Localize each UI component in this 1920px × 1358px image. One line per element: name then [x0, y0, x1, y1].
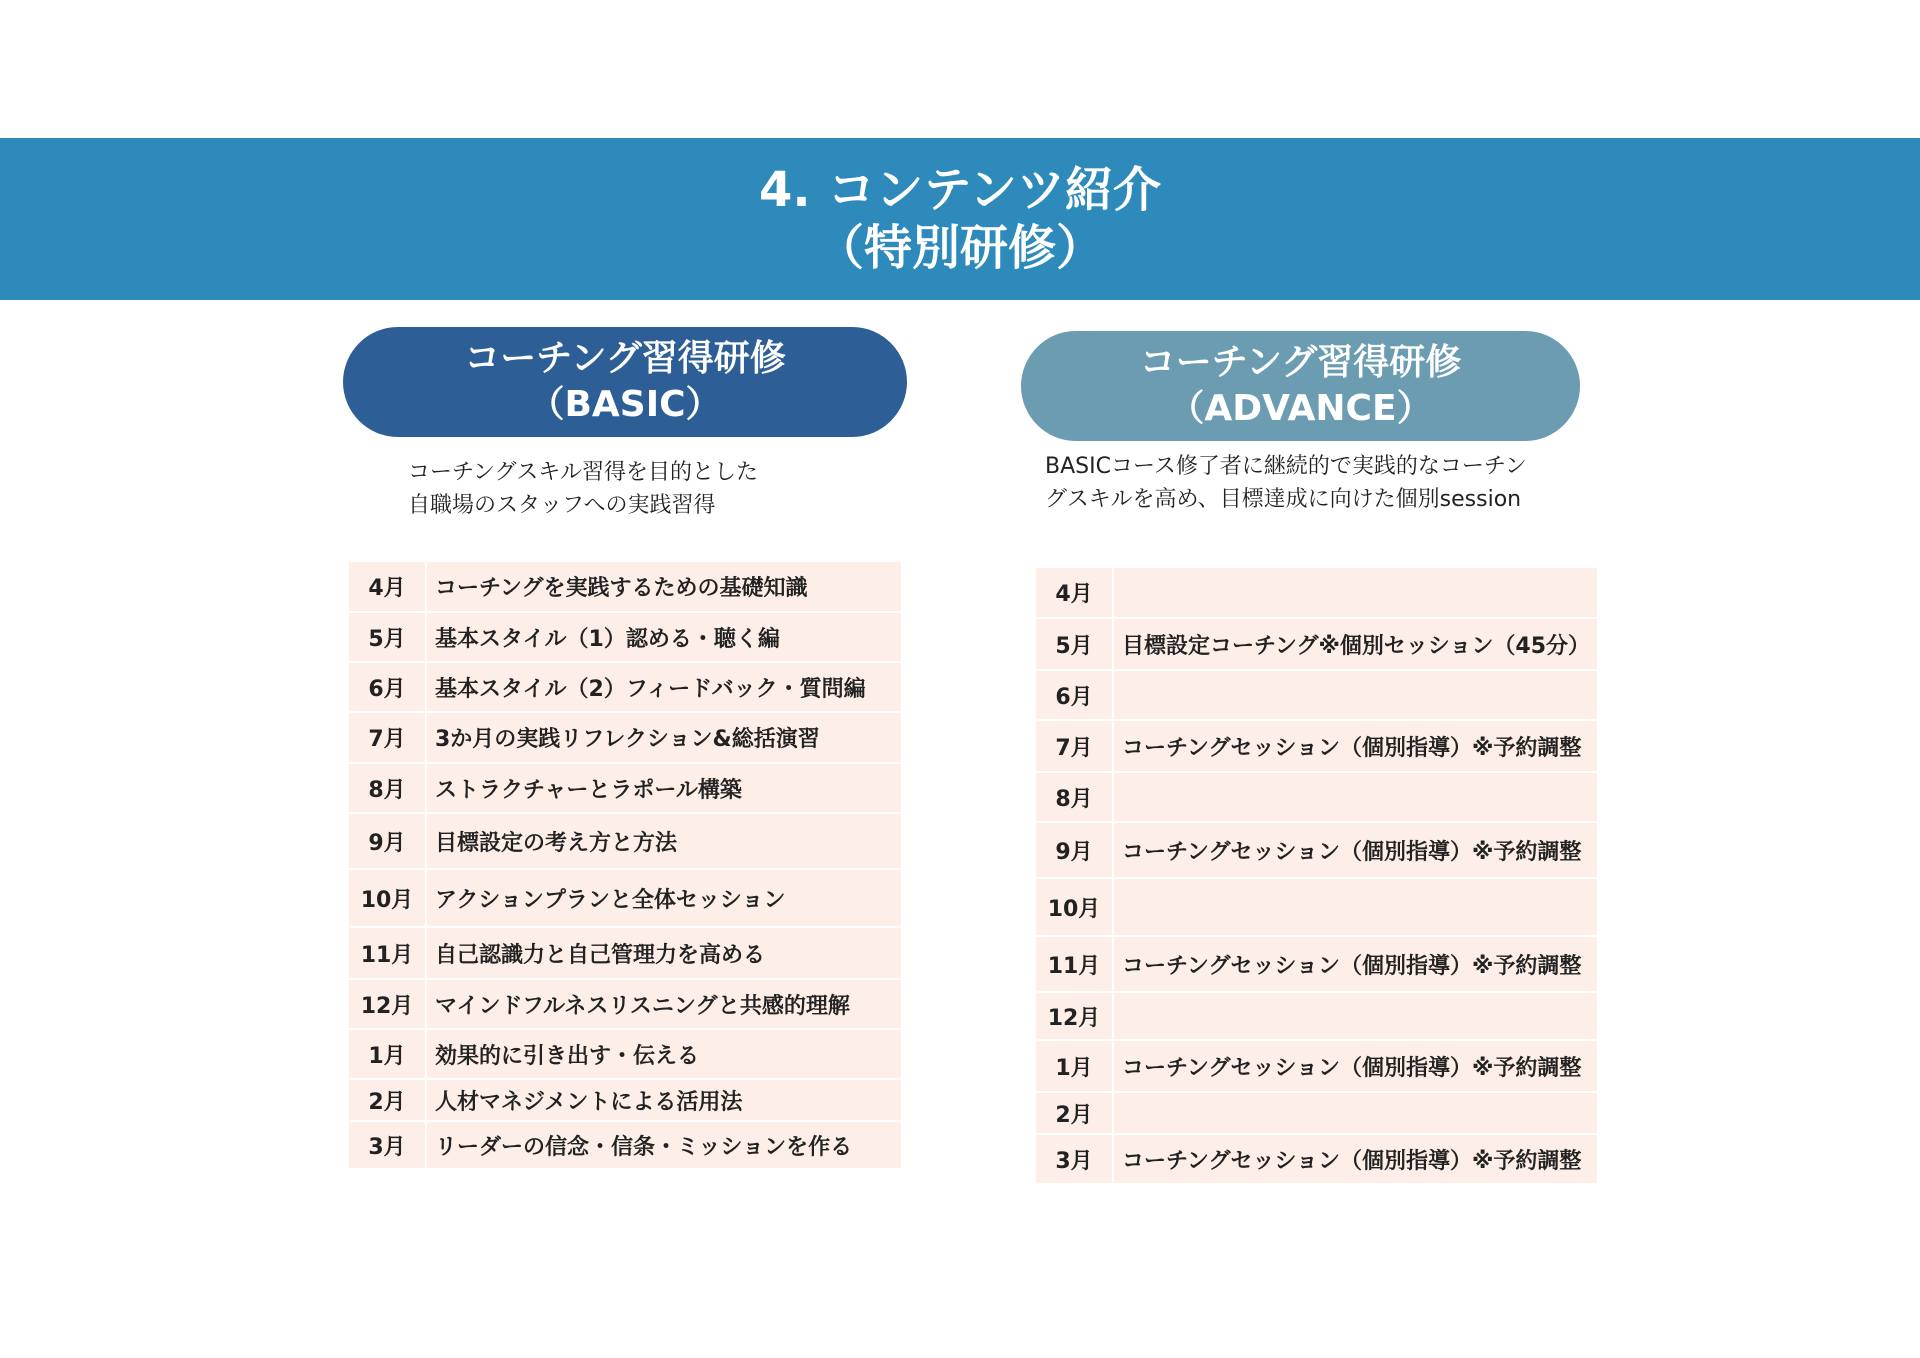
month-cell: 4月 [1036, 568, 1113, 618]
content-cell: リーダーの信念・信条・ミッションを作る [426, 1121, 901, 1169]
table-row [1036, 720, 1597, 772]
table-row [1036, 618, 1597, 670]
table-row [1036, 1092, 1597, 1134]
month-cell: 1月 [1036, 1040, 1113, 1092]
month-cell: 8月 [349, 763, 426, 813]
month-cell: 3月 [349, 1121, 426, 1169]
month-cell: 6月 [1036, 670, 1113, 720]
month-cell: 7月 [349, 712, 426, 763]
table-row [1036, 1134, 1597, 1184]
month-cell: 3月 [1036, 1134, 1113, 1184]
table-row [349, 1121, 901, 1169]
table-row [349, 763, 901, 813]
table-row [349, 869, 901, 927]
content-cell [1113, 1092, 1597, 1134]
month-cell: 11月 [1036, 936, 1113, 992]
table-row [1036, 1040, 1597, 1092]
basic-description-line: コーチングスキル習得を目的とした [408, 460, 759, 485]
content-cell: 自己認識力と自己管理力を高める [426, 927, 901, 979]
month-cell: 7月 [1036, 720, 1113, 772]
month-cell: 12月 [349, 979, 426, 1029]
advance-course-subtitle: （ADVANCE） [1168, 388, 1433, 429]
page-subtitle: （特別研修） [815, 220, 1104, 276]
month-cell: 5月 [1036, 618, 1113, 670]
advance-course-title: コーチング習得研修 [1139, 342, 1462, 383]
table-row [1036, 992, 1597, 1040]
basic-course-title: コーチング習得研修 [464, 338, 786, 379]
month-cell: 2月 [1036, 1092, 1113, 1134]
table-row [349, 612, 901, 662]
table-row [349, 813, 901, 869]
content-cell: 目標設定コーチング※個別セッション（45分） [1113, 618, 1597, 670]
month-cell: 10月 [349, 869, 426, 927]
basic-description-line: 自職場のスタッフへの実践習得 [408, 493, 716, 518]
month-cell: 8月 [1036, 772, 1113, 822]
content-cell: ストラクチャーとラポール構築 [426, 763, 901, 813]
table-row [1036, 568, 1597, 618]
content-cell: コーチングセッション（個別指導）※予約調整 [1113, 1134, 1597, 1184]
table-row [1036, 772, 1597, 822]
page-title: 4. コンテンツ紹介 [759, 162, 1161, 218]
content-cell: 基本スタイル（2）フィードバック・質問編 [426, 662, 901, 712]
content-cell: 基本スタイル（1）認める・聴く編 [426, 612, 901, 662]
content-cell: 3か月の実践リフレクション&総括演習 [426, 712, 901, 763]
basic-schedule-table [349, 562, 901, 1170]
basic-course-description [408, 456, 888, 522]
content-cell: 目標設定の考え方と方法 [426, 813, 901, 869]
month-cell: 6月 [349, 662, 426, 712]
content-cell [1113, 670, 1597, 720]
advance-description-line: グスキルを高め、目標達成に向けた個別session [1045, 487, 1522, 512]
advance-description-line: BASICコース修了者に継続的で実践的なコーチン [1045, 454, 1527, 479]
content-cell [1113, 992, 1597, 1040]
basic-course-header [343, 327, 907, 437]
content-cell: アクションプランと全体セッション [426, 869, 901, 927]
table-row [1036, 822, 1597, 878]
content-cell [1113, 568, 1597, 618]
month-cell: 9月 [349, 813, 426, 869]
table-row [349, 562, 901, 612]
table-row [349, 979, 901, 1029]
page-header-banner [0, 138, 1920, 300]
month-cell: 9月 [1036, 822, 1113, 878]
content-cell: マインドフルネスリスニングと共感的理解 [426, 979, 901, 1029]
basic-course-subtitle: （BASIC） [528, 384, 722, 425]
content-cell [1113, 878, 1597, 936]
content-cell: コーチングセッション（個別指導）※予約調整 [1113, 720, 1597, 772]
month-cell: 12月 [1036, 992, 1113, 1040]
content-cell: コーチングを実践するための基礎知識 [426, 562, 901, 612]
content-cell: コーチングセッション（個別指導）※予約調整 [1113, 1040, 1597, 1092]
table-row [1036, 670, 1597, 720]
table-row [1036, 878, 1597, 936]
table-row [349, 662, 901, 712]
content-cell: 効果的に引き出す・伝える [426, 1029, 901, 1079]
table-row [1036, 936, 1597, 992]
month-cell: 1月 [349, 1029, 426, 1079]
month-cell: 10月 [1036, 878, 1113, 936]
content-cell [1113, 772, 1597, 822]
month-cell: 4月 [349, 562, 426, 612]
table-row [349, 927, 901, 979]
table-row [349, 712, 901, 763]
month-cell: 2月 [349, 1079, 426, 1121]
advance-course-description [1045, 450, 1605, 516]
content-cell: コーチングセッション（個別指導）※予約調整 [1113, 822, 1597, 878]
content-cell: コーチングセッション（個別指導）※予約調整 [1113, 936, 1597, 992]
table-row [349, 1079, 901, 1121]
month-cell: 11月 [349, 927, 426, 979]
month-cell: 5月 [349, 612, 426, 662]
content-cell: 人材マネジメントによる活用法 [426, 1079, 901, 1121]
advance-course-header [1021, 331, 1580, 441]
advance-schedule-table [1036, 568, 1597, 1185]
table-row [349, 1029, 901, 1079]
